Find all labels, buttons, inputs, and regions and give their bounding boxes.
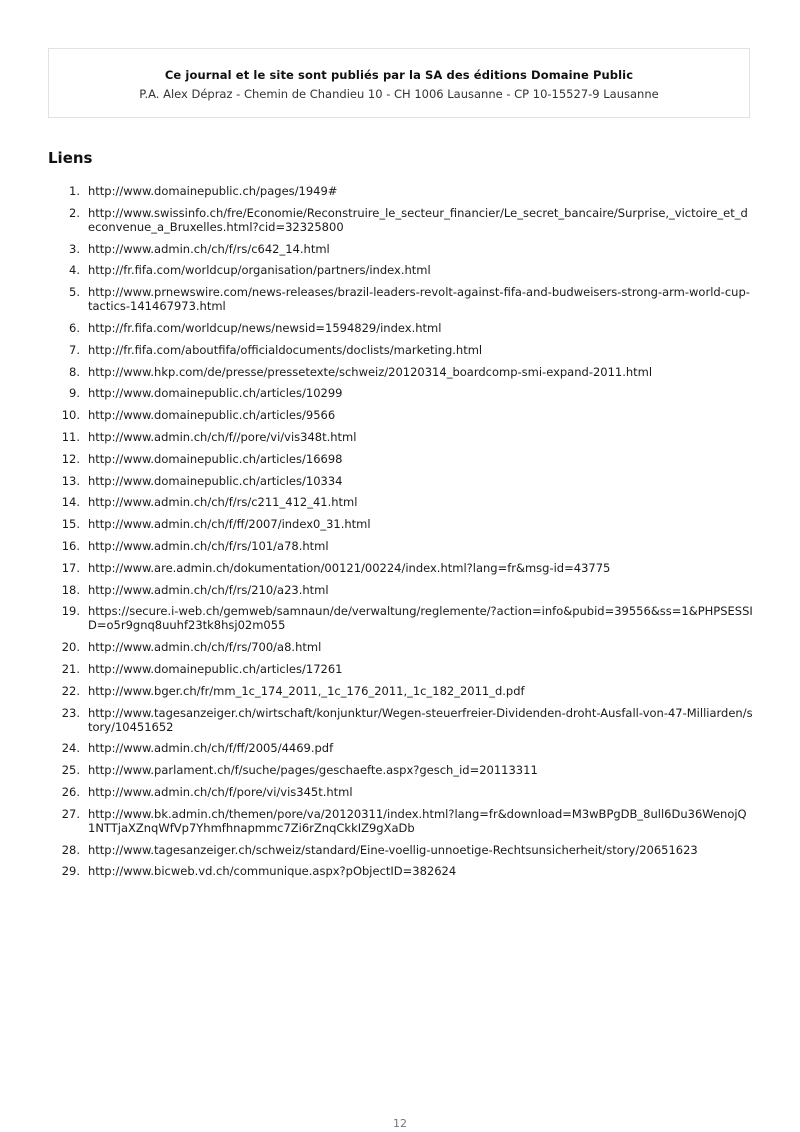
link-number: 20. — [61, 640, 80, 655]
link-url[interactable]: http://www.admin.ch/ch/f//pore/vi/vis348t.html — [88, 429, 357, 444]
publisher-address: P.A. Alex Dépraz - Chemin de Chandieu 10 - CH 1006 Lausanne - CP 10-15527-9 Lausanne — [139, 87, 659, 101]
link-item — [48, 604, 753, 632]
publisher-info-box — [48, 48, 750, 118]
link-number: 3. — [69, 241, 80, 256]
link-item — [48, 583, 753, 597]
link-item — [48, 807, 753, 835]
link-number: 12. — [61, 451, 80, 466]
link-item — [48, 684, 753, 698]
link-url[interactable]: http://www.admin.ch/ch/f/rs/700/a8.html — [88, 640, 322, 655]
link-url[interactable]: http://www.admin.ch/ch/f/rs/101/a78.html — [88, 538, 329, 553]
link-url[interactable]: http://www.admin.ch/ch/f/pore/vi/vis345t.html — [88, 784, 353, 799]
link-number: 26. — [61, 784, 80, 799]
link-item — [48, 242, 753, 256]
link-number: 21. — [61, 661, 80, 676]
link-number: 24. — [61, 741, 80, 756]
link-number: 10. — [61, 408, 80, 423]
link-url[interactable]: http://www.domainepublic.ch/pages/1949# — [88, 184, 338, 198]
link-number: 14. — [61, 495, 80, 510]
link-number: 23. — [61, 705, 80, 720]
link-url[interactable]: http://fr.fifa.com/worldcup/organisation/partners/index.html — [88, 263, 431, 278]
link-item — [48, 763, 753, 777]
link-number: 7. — [69, 342, 80, 357]
link-url[interactable]: http://www.parlament.ch/f/suche/pages/geschaefte.aspx?gesch_id=20113311 — [88, 763, 538, 778]
link-item — [48, 706, 753, 734]
link-item — [48, 474, 753, 488]
link-number: 17. — [61, 560, 80, 575]
link-item — [48, 495, 753, 509]
link-number: 13. — [61, 473, 80, 488]
link-number: 6. — [69, 320, 80, 335]
link-item — [48, 539, 753, 553]
link-number: 2. — [69, 205, 80, 220]
link-item — [48, 843, 753, 857]
link-item — [48, 452, 753, 466]
link-number: 25. — [61, 763, 80, 778]
link-number: 27. — [61, 806, 80, 821]
link-url[interactable]: http://www.swissinfo.ch/fre/Economie/Reconstruire_le_secteur_financier/Le_secret_bancaire/Surprise,_victoire_et_deconvenue_a_Bruxelles.html?cid=32325800 — [88, 205, 748, 234]
link-url[interactable]: https://secure.i-web.ch/gemweb/samnaun/de/verwaltung/reglemente/?action=info&pubid=39556&ss=1&PHPSESSID=o5r9gnq8uuhf23tk8hsj02m055 — [88, 604, 753, 633]
link-number: 11. — [61, 429, 80, 444]
link-url[interactable]: http://www.domainepublic.ch/articles/10299 — [88, 386, 343, 401]
link-item — [48, 517, 753, 531]
link-item — [48, 640, 753, 654]
link-url[interactable]: http://www.domainepublic.ch/articles/10334 — [88, 473, 343, 488]
link-url[interactable]: http://www.hkp.com/de/presse/pressetexte/schweiz/20120314_boardcomp-smi-expand-2011.html — [88, 364, 653, 379]
link-item — [48, 206, 753, 234]
link-item — [48, 864, 753, 878]
link-item — [48, 386, 753, 400]
link-number: 16. — [61, 538, 80, 553]
link-item — [48, 408, 753, 422]
link-url[interactable]: http://www.domainepublic.ch/articles/9566 — [88, 408, 336, 423]
link-url[interactable]: http://www.bicweb.vd.ch/communique.aspx?pObjectID=382624 — [88, 864, 457, 879]
link-item — [48, 662, 753, 676]
link-url[interactable]: http://www.admin.ch/ch/f/rs/c642_14.html — [88, 241, 330, 256]
link-number: 29. — [61, 864, 80, 879]
link-number: 8. — [69, 364, 80, 379]
link-number: 4. — [69, 263, 80, 278]
link-url[interactable]: http://www.domainepublic.ch/articles/17261 — [88, 661, 343, 676]
link-url[interactable]: http://www.prnewswire.com/news-releases/brazil-leaders-revolt-against-fifa-and-budweisers-strong-arm-world-cup-tactics-141467973.html — [88, 285, 750, 314]
link-number: 22. — [61, 683, 80, 698]
link-url[interactable]: http://www.tagesanzeiger.ch/wirtschaft/konjunktur/Wegen-steuerfreier-Dividenden-droht-Ausfall-von-47-Milliarden/story/10451652 — [88, 705, 753, 734]
link-url[interactable]: http://www.tagesanzeiger.ch/schweiz/standard/Eine-voellig-unnoetige-Rechtsunsicherheit/story/20651623 — [88, 842, 698, 857]
link-item — [48, 365, 753, 379]
link-number: 18. — [61, 582, 80, 597]
link-number: 28. — [61, 842, 80, 857]
link-item — [48, 321, 753, 335]
link-item — [48, 561, 753, 575]
link-item — [48, 285, 753, 313]
link-url[interactable]: http://www.domainepublic.ch/articles/16698 — [88, 451, 343, 466]
link-url[interactable]: http://www.admin.ch/ch/f/ff/2007/index0_31.html — [88, 517, 371, 532]
link-item — [48, 430, 753, 444]
links-list — [48, 184, 753, 886]
publisher-title: Ce journal et le site sont publiés par la SA des éditions Domaine Public — [164, 68, 634, 82]
link-url[interactable]: http://fr.fifa.com/worldcup/news/newsid=1594829/index.html — [88, 320, 442, 335]
link-url[interactable]: http://www.admin.ch/ch/f/rs/210/a23.html — [88, 582, 329, 597]
link-url[interactable]: http://www.are.admin.ch/dokumentation/00121/00224/index.html?lang=fr&msg-id=43775 — [88, 560, 611, 575]
link-item — [48, 184, 753, 198]
link-url[interactable]: http://www.admin.ch/ch/f/ff/2005/4469.pdf — [88, 741, 334, 756]
link-url[interactable]: http://www.admin.ch/ch/f/rs/c211_412_41.html — [88, 495, 358, 510]
link-url[interactable]: http://www.bger.ch/fr/mm_1c_174_2011,_1c_176_2011,_1c_182_2011_d.pdf — [88, 683, 525, 698]
link-url[interactable]: http://www.bk.admin.ch/themen/pore/va/20120311/index.html?lang=fr&download=M3wBPgDB_8ull6Du36WenojQ1NTTjaXZnqWfVp7Yhmfhnapmmc7Zi6rZnqCkkIZ9gXaDb — [88, 806, 747, 835]
link-number: 9. — [69, 386, 80, 401]
link-number: 19. — [61, 604, 80, 619]
link-url[interactable]: http://fr.fifa.com/aboutfifa/officialdocuments/doclists/marketing.html — [88, 342, 483, 357]
links-heading: Liens — [48, 149, 93, 167]
link-item — [48, 741, 753, 755]
link-item — [48, 263, 753, 277]
link-number: 15. — [61, 517, 80, 532]
link-number: 5. — [69, 285, 80, 300]
link-item — [48, 343, 753, 357]
link-item — [48, 785, 753, 799]
link-number: 1. — [69, 184, 80, 198]
page-number: 12 — [393, 1117, 407, 1130]
